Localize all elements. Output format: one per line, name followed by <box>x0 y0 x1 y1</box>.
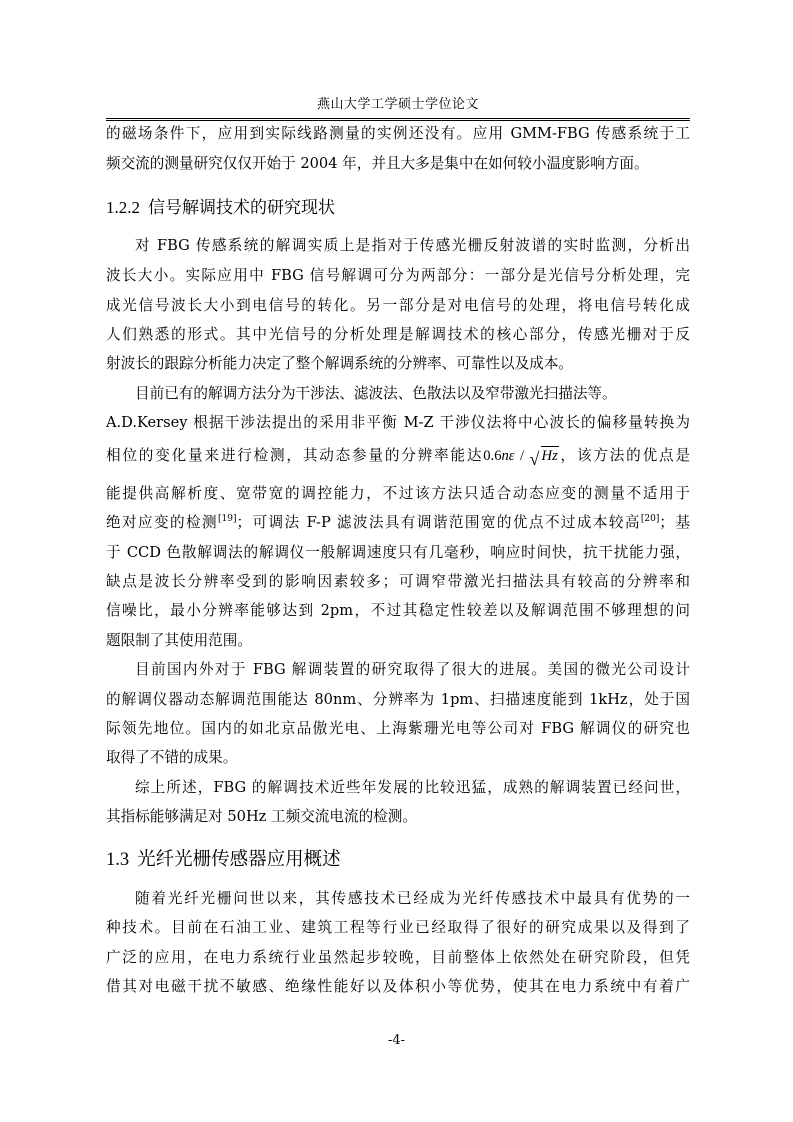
section-number: 1.2.2 <box>106 198 140 217</box>
sqrt-symbol: √ Hz <box>529 448 558 469</box>
text-fragment: ；可调法 F-P 滤波法具有调谐范围宽的优点不过成本较高 <box>236 514 641 531</box>
text-line: 目前已有的解调方法分为干涉法、滤波法、色散法以及窄带激光扫描法等。 <box>135 385 617 402</box>
text-line: 借其对电磁干扰不敏感、绝缘性能好以及体积小等优势，使其在电力系统中有着广 <box>106 978 690 995</box>
page-header <box>106 88 690 119</box>
text-line: 的解调仪器动态解调范围能达 80nm、分辨率为 1pm、扫描速度能到 1kHz，处于国 <box>106 691 690 708</box>
text-line: 综上所述，FBG 的解调技术近些年发展的比较迅猛，成熟的解调装置已经问世， <box>135 779 690 796</box>
text-line: 频交流的测量研究仅仅开始于 2004 年，并且大多是集中在如何较小温度影响方面。 <box>106 155 649 172</box>
text-line: 广泛的应用，在电力系统行业虽然起步较晚，目前整体上依然处在研究阶段，但凭 <box>106 949 690 966</box>
text-line: 成光信号波长大小到电信号的转化。另一部分是对电信号的处理，将电信号转化成 <box>106 297 690 314</box>
text-line: 波长大小。实际应用中 FBG 信号解调可分为两部分：一部分是光信号分析处理，完 <box>106 267 690 284</box>
section-heading-1-3 <box>106 845 341 871</box>
text-line: 目前国内外对于 FBG 解调装置的研究取得了很大的进展。美国的微光公司设计 <box>135 661 690 678</box>
resolution-formula: 0.6nε / √ Hz <box>483 448 558 469</box>
text-line: 其指标能够满足对 50Hz 工频交流电流的检测。 <box>106 808 417 825</box>
text-fragment: 绝对应变的检测 <box>106 514 219 531</box>
text-line: 缺点是波长分辨率受到的影响因素较多；可调窄带激光扫描法具有较高的分辨率和 <box>106 573 690 590</box>
text-line: 的磁场条件下，应用到实际线路测量的实例还没有。应用 GMM-FBG 传感系统于工 <box>106 125 690 142</box>
text-line: 对 FBG 传感系统的解调实质上是指对于传感光栅反射波谱的实时监测，分析出 <box>135 237 690 254</box>
section-number: 1.3 <box>106 850 130 870</box>
text-line: 题限制了其使用范围。 <box>106 632 252 649</box>
citation: [20] <box>640 514 660 524</box>
header-title: 燕山大学工学硕士学位论文 <box>316 97 479 112</box>
text-fragment: ；基 <box>659 514 690 531</box>
text-line: 于 CCD 色散解调法的解调仪一般解调速度只有几毫秒，响应时间快，抗干扰能力强， <box>106 544 690 561</box>
text-line: 能提供高解析度、宽带宽的调控能力，不过该方法只适合动态应变的测量不适用于 <box>106 485 690 502</box>
section-heading-1-2-2 <box>106 193 335 218</box>
section-title: 光纤光栅传感器应用概述 <box>137 849 341 870</box>
citation: [19] <box>218 514 237 524</box>
text-line: 射波长的跟踪分析能力决定了整个解调系统的分辨率、可靠性以及成本。 <box>106 355 574 372</box>
text-line: 人们熟悉的形式。其中光信号的分析处理是解调技术的核心部分，传感光栅对于反 <box>106 326 690 343</box>
text-line: 信噪比，最小分辨率能够达到 2pm，不过其稳定性较差以及解调范围不够理想的问 <box>106 602 690 619</box>
text-line-with-formula <box>106 446 690 469</box>
text-fragment: ，该方法的优点是 <box>558 447 690 464</box>
text-line: 随着光纤光栅问世以来，其传感技术已经成为光纤传感技术中最具有优势的一 <box>135 890 690 907</box>
text-fragment: 相位的变化量来进行检测，其动态参量的分辨率能达 <box>106 447 484 464</box>
text-line: 取得了不错的成果。 <box>106 749 238 766</box>
text-line-with-citations <box>106 513 690 533</box>
text-line: 际领先地位。国内的如北京品傲光电、上海紫珊光电等公司对 FBG 解调仪的研究也 <box>106 720 690 737</box>
section-title: 信号解调技术的研究现状 <box>148 198 335 218</box>
page-number: -4- <box>387 1033 406 1048</box>
text-line: A.D.Kersey 根据干涉法提出的采用非平衡 M-Z 干涉仪法将中心波长的偏移量转换为 <box>106 414 690 431</box>
header-rule <box>106 120 690 121</box>
text-line: 种技术。目前在石油工业、建筑工程等行业已经取得了很好的研究成果以及得到了 <box>106 919 690 936</box>
